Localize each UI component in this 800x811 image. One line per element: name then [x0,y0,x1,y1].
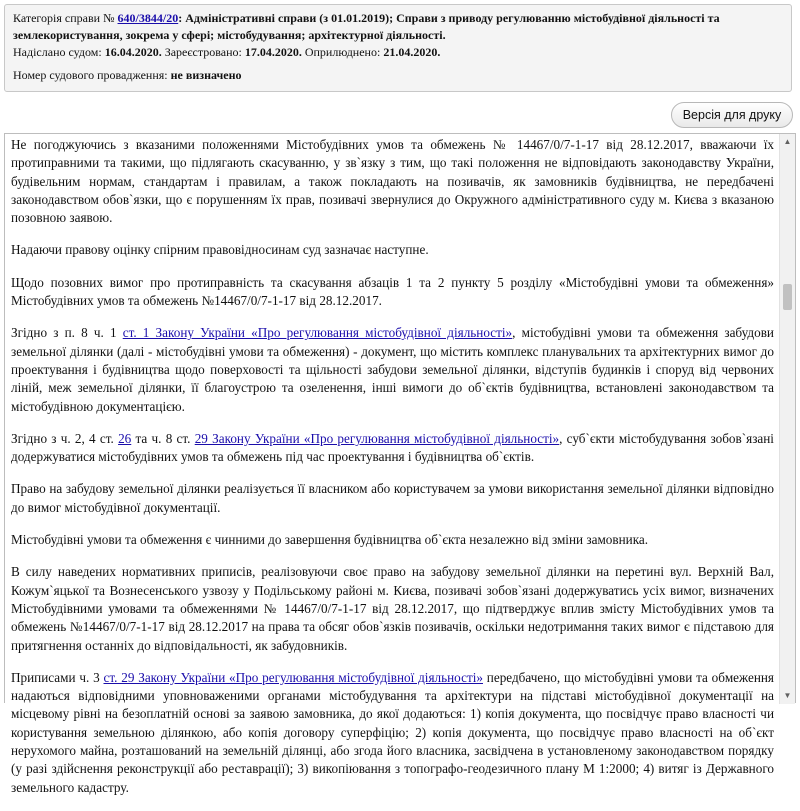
category-label: Категорія справи № [13,11,115,25]
registered-date: 17.04.2020. [244,45,302,59]
vertical-scrollbar[interactable] [779,134,795,704]
proceeding-label: Номер судового провадження: [13,68,168,82]
proceeding-line [13,67,783,84]
case-number-link[interactable]: 640/3844/20 [117,11,179,25]
case-info-panel [4,4,792,92]
law-article-26-link[interactable]: 26 [118,430,132,446]
law-article-29-part3-link[interactable]: ст. 29 Закону України «Про регулювання містобудівної діяльності» [103,669,483,685]
law-article-29-link[interactable]: 29 Закону України «Про регулювання містобудівної діяльності» [194,430,560,446]
category-text-1: : Адміністративні справи (з 01.01.2019); Справи з приводу регулюванню містобудівної діяльності та [178,11,720,25]
document-text [11,136,774,811]
law-article-1-link[interactable]: ст. 1 Закону України «Про регулювання містобудівної діяльності» [122,325,513,341]
paragraph-5-text-post: , суб`єкти містобудування зобов`язані додержуватися містобудівних умов та обмежень під час проектування і будівництва об`єктів. [11,430,774,465]
paragraph-7: Містобудівні умови та обмеження є чинними до завершення будівництва об`єкта незалежно від зміни замовника. [11,532,649,548]
category-text-2: землекористування, зокрема у сфері; містобудування; архітектурної діяльності. [13,28,446,42]
paragraph-5-text-pre: Згідно з ч. 2, 4 ст. [11,430,119,446]
paragraph-5 [11,430,774,467]
paragraph-4-text-post: , містобудівні умови та обмеження забудови земельної ділянки (далі - містобудівні умови та обмеження) - документ, що містить комплекс планувальних та архітектурних вимог до проектування і будівництва щодо поверховості та щільності забудови земельної ділянки, відступів будинків і споруд від червоних ліній, меж земельної ділянки, її благоустрою та озеленення, інші вимоги до об`єктів будівництва, встановлені законодавством та містобудівною документацією. [11,325,774,414]
sent-label: Надіслано судом: [13,45,102,59]
paragraph-4-text-pre: Згідно з п. 8 ч. 1 [11,325,123,341]
dates-line [13,44,783,61]
published-label: Оприлюднено: [304,45,381,59]
registered-label: Зареєстровано: [164,45,242,59]
paragraph-9-text-post: передбачено, що містобудівні умови та обмеження надаються відповідними уповноваженими органами містобудування та архітектури на підставі містобудівної документації на місцевому рівні на безоплатній основі за заявою замовника, до якої додаються: 1) копія документа, що посвідчує право власності чи користування земельною ділянкою, або копія договору суперфіцію; 2) копія документа, що посвідчує право власності на об`єкт нерухомого майна, розташований на земельній ділянці, або згода його власника, засвідчена в установленому законодавством порядку (у разі здійснення реконструкції або реставрації); 3) викопіювання з топографо-геодезичного плану М 1:2000; 4) витяг із Державного земельного кадастру. [11,669,774,795]
print-version-button[interactable]: Версія для друку [671,102,793,128]
paragraph-8: В силу наведених нормативних приписів, реалізовуючи своє право на забудову земельної ділянки на перетині вул. Верхній Вал, Кожум`яцької та Вознесенського узвозу у Подільському районі м. Києва, позивачі зобов`язані додержуватись усіх вимог, визначених Містобудівними умовами та обмеженнями № 14467/0/7-1-17 від 28.12.2017, що підтверджує вплив змісту Містобудівних умов та обмежень №14467/0/7-1-17 від 28.12.2017 на права та обсяг обов`язків позивачів, оскільки недотримання таких вимог є підставою для притягнення останніх до відповідальності, як забудовників. [11,564,774,653]
paragraph-5-text-mid: та ч. 8 ст. [131,430,195,446]
paragraph-4 [11,324,774,415]
document-viewer[interactable] [4,133,796,795]
category-line-2 [13,27,783,44]
proceeding-value: не визначено [170,68,242,82]
paragraph-9 [11,669,774,797]
scroll-down-arrow-icon[interactable]: ▼ [783,691,792,700]
paragraph-9-text-pre: Приписами ч. 3 [11,669,104,685]
paragraph-2: Надаючи правову оцінку спірним правовідносинам суд зазначає наступне. [11,242,429,258]
scroll-up-arrow-icon[interactable]: ▲ [783,137,792,146]
paragraph-6: Право на забудову земельної ділянки реалізується її власником або користувачем за умови використання земельної ділянки відповідно до вимог містобудівної документації. [11,481,774,515]
category-line-1 [13,10,783,27]
paragraph-3: Щодо позовних вимог про протиправність та скасування абзаців 1 та 2 пункту 5 розділу «Містобудівні умови та обмеження» Містобудівних умов та обмежень №14467/0/7-1-17 від 28.12.2017. [11,274,774,309]
paragraph-1: Не погоджуючись з вказаними положеннями Містобудівних умов та обмежень № 14467/0/7-1-17 від 28.12.2017, вважаючи їх протиправними та такими, що підлягають скасуванню, у зв`язку з тим, що такі положення не відповідають законодавству України, будівельним нормам, стандартам і правилам, а також покладають на позивачів, як замовників будівництва, не передбачені законодавством обов`язки, що є порушенням їх прав, позивачі звернулися до Окружного адміністративного суду м. Києва з вказаною позовною заявою. [11,137,774,226]
sent-date: 16.04.2020. [104,45,162,59]
scrollbar-thumb[interactable] [783,284,792,310]
published-date: 21.04.2020. [383,45,441,59]
